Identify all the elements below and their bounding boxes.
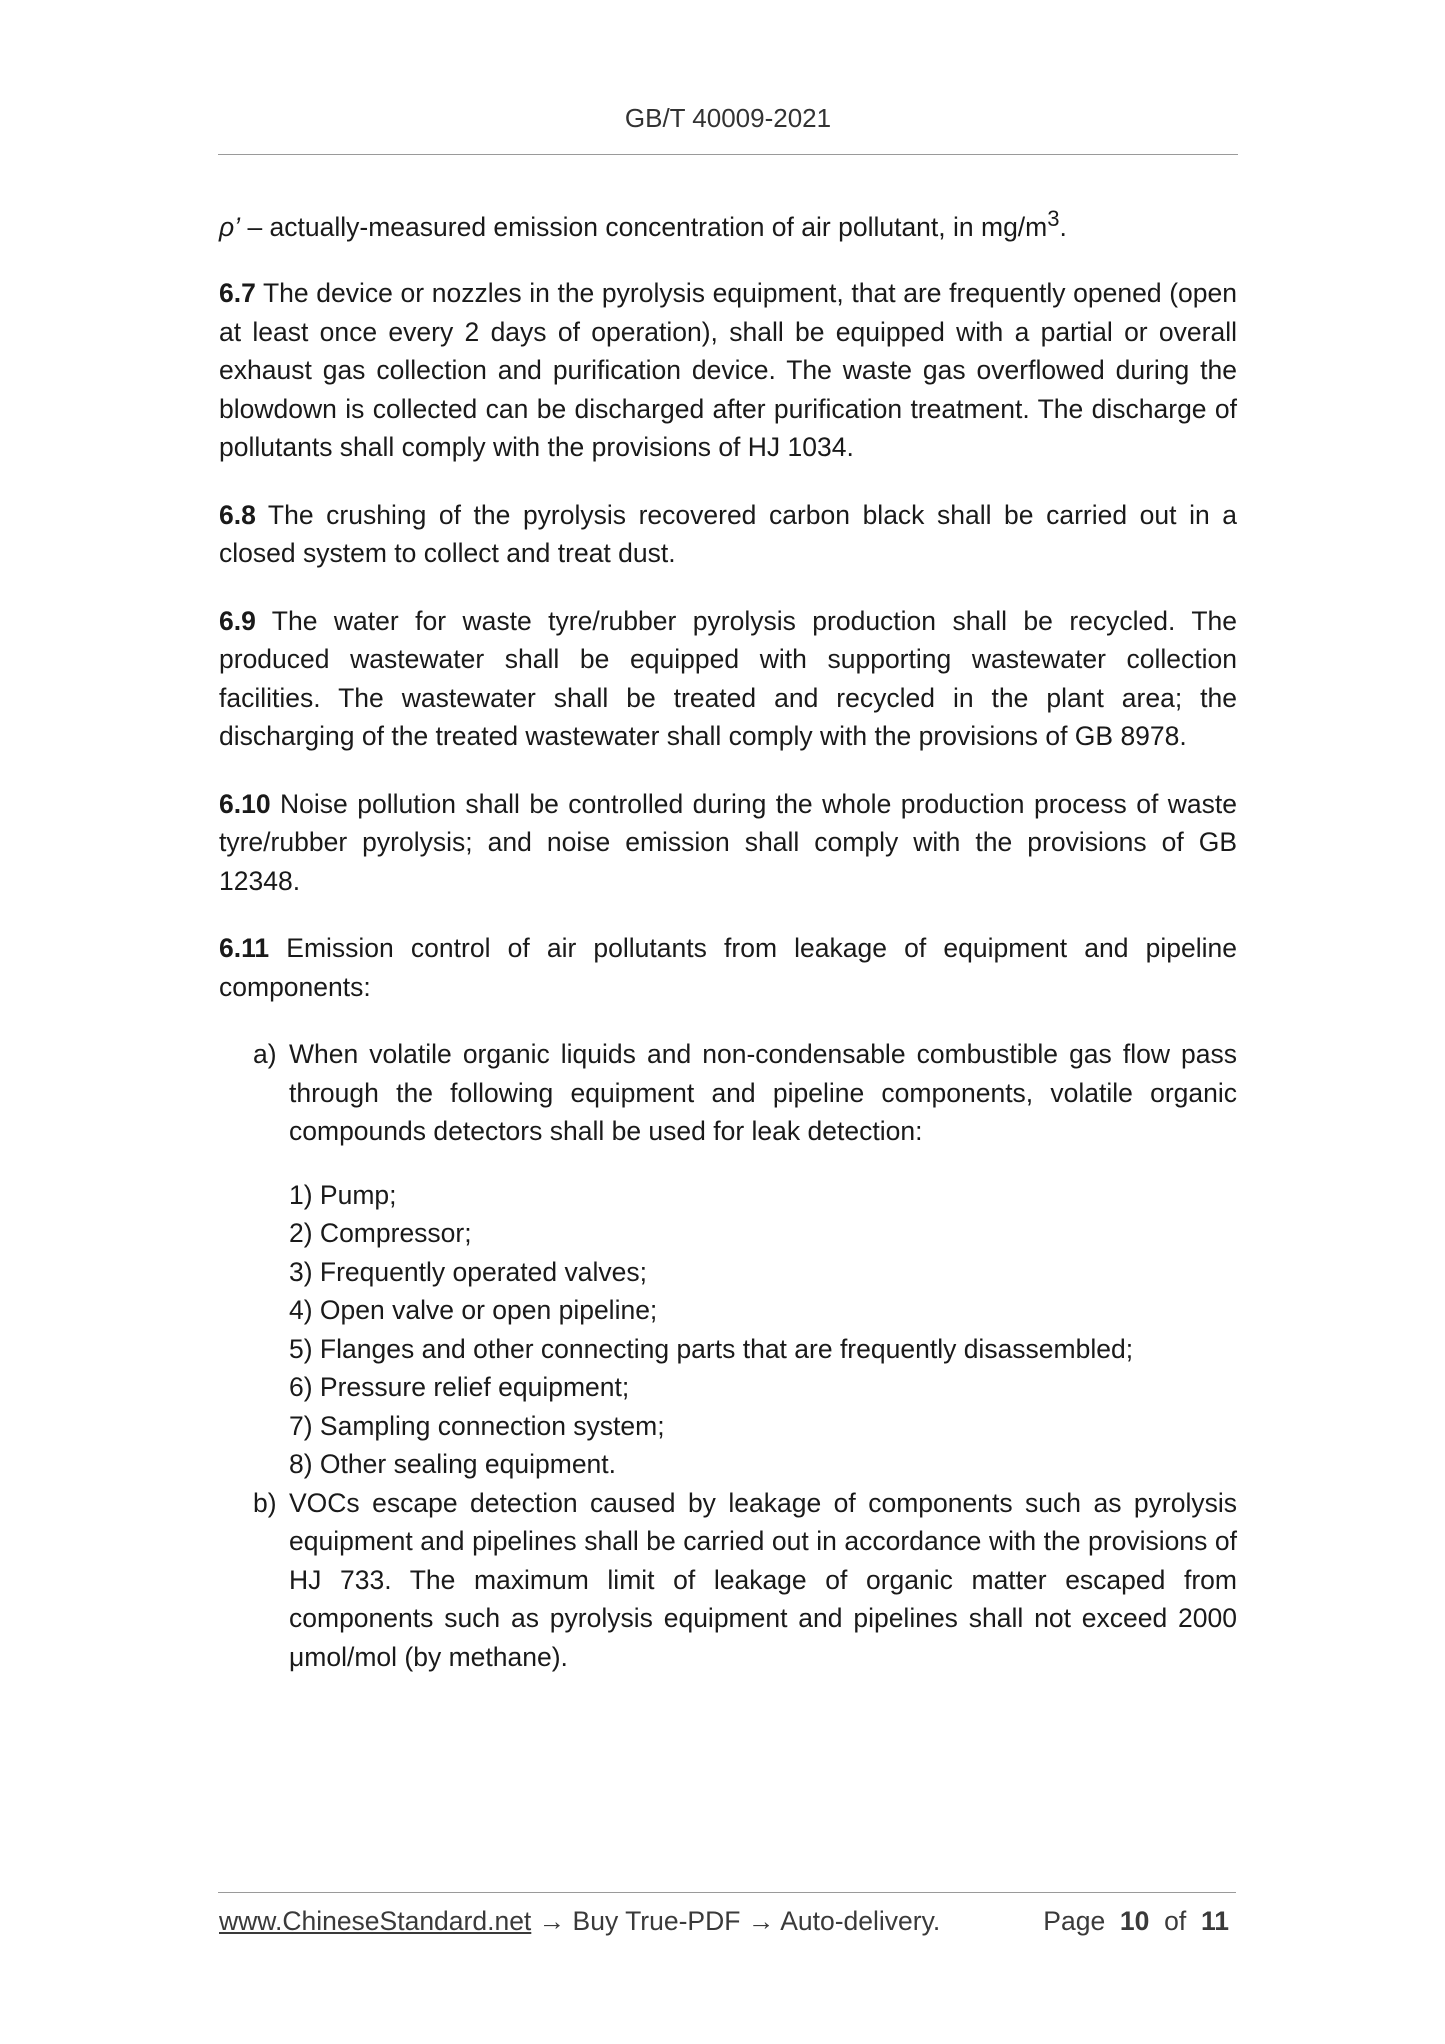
rho-definition [219, 200, 1237, 246]
sub-item-7: 7) Sampling connection system; [289, 1410, 665, 1441]
page-footer [219, 1906, 1229, 1937]
sub-item-1: 1) Pump; [289, 1179, 397, 1210]
section-number: 6.11 [219, 933, 270, 964]
section-number: 6.7 [219, 278, 256, 309]
section-6-11 [219, 929, 1237, 1006]
list-item-a [219, 1035, 1237, 1151]
rho-text: – actually-measured emission concentration of air pollutant, in mg/m [240, 211, 1048, 242]
sub-item-4: 4) Open valve or open pipeline; [289, 1295, 658, 1326]
section-6-8 [219, 496, 1237, 573]
document-header: GB/T 40009-2021 [624, 103, 832, 133]
section-number: 6.9 [219, 605, 256, 636]
arrow-right-icon: → [747, 1906, 775, 1936]
list-item-text: VOCs escape detection caused by leakage of components such as pyrolysis equipment and pipelines shall be carried out in accordance with the provisions of HJ 733. The maximum limit of leakage of organic matter escaped from components such as pyrolysis equipment and pipelines shall not exceed 2000 μmol/mol (by methane). [289, 1487, 1237, 1672]
auto-delivery-text: Auto-delivery. [780, 1906, 941, 1936]
section-number: 6.8 [219, 499, 256, 530]
website-link[interactable]: www.ChineseStandard.net [219, 1906, 532, 1936]
section-text: The crushing of the pyrolysis recovered carbon black shall be carried out in a closed system to collect and treat dust. [219, 499, 1237, 569]
sub-item-5: 5) Flanges and other connecting parts that are frequently disassembled; [289, 1333, 1134, 1364]
page-number: 10 [1119, 1906, 1150, 1936]
sub-item-3: 3) Frequently operated valves; [289, 1256, 647, 1287]
section-6-7 [219, 274, 1237, 467]
sub-item-8: 8) Other sealing equipment. [289, 1449, 617, 1480]
list-items [219, 1035, 1237, 1676]
section-6-9 [219, 602, 1237, 756]
page-word: Page [1043, 1906, 1106, 1936]
list-item-label: b) [253, 1487, 277, 1518]
list-item-text: When volatile organic liquids and non-condensable combustible gas flow pass through the following equipment and pipeline components, volatile organic compounds detectors shall be used for leak detection: [289, 1039, 1237, 1147]
sub-item-2: 2) Compressor; [289, 1218, 472, 1249]
rho-superscript: 3 [1047, 206, 1060, 231]
page-content [219, 200, 1237, 1676]
section-text: Emission control of air pollutants from leakage of equipment and pipeline components: [219, 933, 1237, 1002]
rho-tail: . [1059, 211, 1067, 242]
page-indicator [1043, 1906, 1229, 1937]
footer-divider [218, 1892, 1236, 1893]
total-pages: 11 [1200, 1906, 1229, 1936]
buy-true-pdf-text: Buy True-PDF [572, 1906, 741, 1936]
arrow-right-icon: → [538, 1906, 566, 1936]
section-text: Noise pollution shall be controlled during the whole production process of waste tyre/rubber pyrolysis; and noise emission shall comply with the provisions of GB 12348. [219, 788, 1237, 896]
of-word: of [1164, 1906, 1187, 1936]
section-number: 6.10 [219, 788, 271, 819]
section-text: The device or nozzles in the pyrolysis equipment, that are frequently opened (open at least once every 2 days of operation), shall be equipped with a partial or overall exhaust gas collection and purification device. The waste gas overflowed during the blowdown is collected can be discharged after purification treatment. The discharge of pollutants shall comply with the provisions of HJ 1034. [219, 278, 1237, 463]
sub-item-6: 6) Pressure relief equipment; [289, 1372, 630, 1403]
section-text: The water for waste tyre/rubber pyrolysis production shall be recycled. The produced wastewater shall be equipped with supporting wastewater collection facilities. The wastewater shall be treated and recycled in the plant area; the discharging of the treated wastewater shall comply with the provisions of GB 8978. [219, 605, 1237, 752]
header-divider [218, 154, 1238, 155]
list-item-label: a) [253, 1039, 277, 1070]
section-6-10 [219, 785, 1237, 901]
rho-symbol: ρ’ [219, 211, 241, 242]
list-item-b [219, 1484, 1237, 1677]
